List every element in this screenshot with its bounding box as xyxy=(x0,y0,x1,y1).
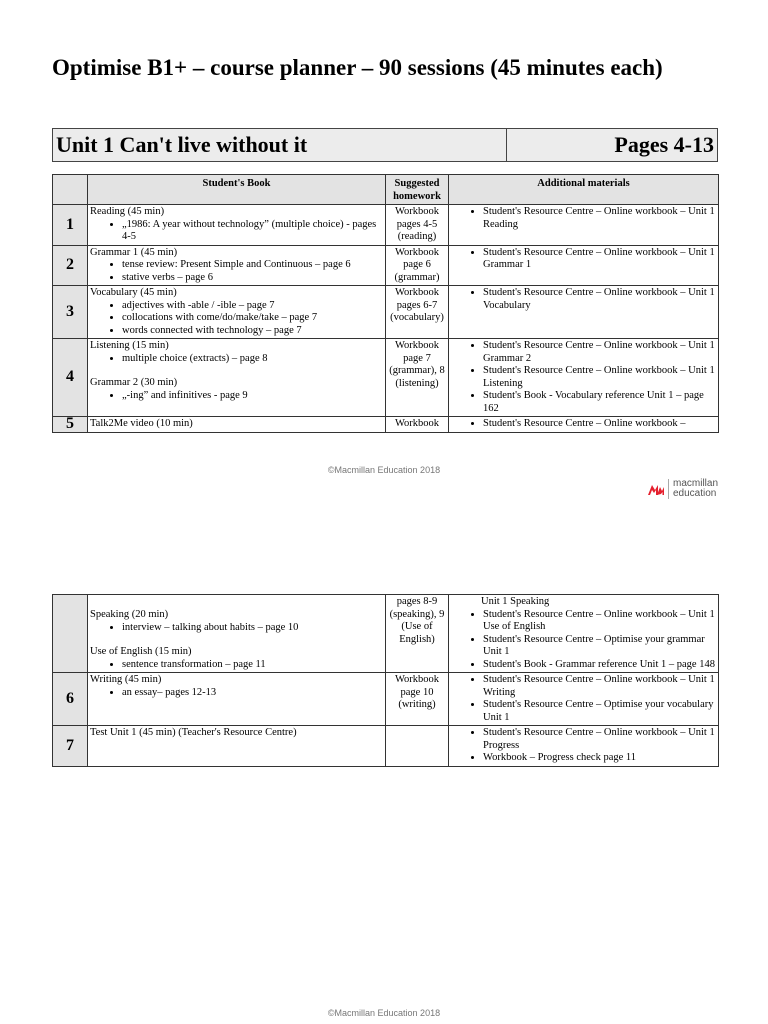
additional-materials-cell xyxy=(449,205,719,246)
list-item: • Student's Resource Centre – Online workbook – Unit 1 Grammar 2 xyxy=(483,340,716,365)
list-item: • words connected with technology – page 7 xyxy=(122,325,383,338)
row-number: 7 xyxy=(53,726,88,767)
materials-list xyxy=(451,340,716,415)
header-suggested-homework: Suggested homework xyxy=(386,175,449,205)
students-book-cell xyxy=(88,673,386,726)
additional-materials-cell xyxy=(449,245,719,286)
homework-cell: Workbook pages 6-7 (vocabulary) xyxy=(386,286,449,339)
homework-cell: Workbook pages 4-5 (reading) xyxy=(386,205,449,246)
session-activity: Use of English (15 min) xyxy=(90,646,192,657)
row-number: 2 xyxy=(53,245,88,286)
list-item: • stative verbs – page 6 xyxy=(122,272,383,285)
materials-list xyxy=(451,609,716,672)
activity-list xyxy=(90,353,383,366)
unit-header xyxy=(52,128,718,162)
homework-cell: pages 8-9 (speaking), 9 (Use of English) xyxy=(386,595,449,673)
row-number: 5 xyxy=(53,417,88,433)
list-item: • Student's Resource Centre – Online workbook – xyxy=(483,418,716,431)
additional-materials-cell xyxy=(449,286,719,339)
students-book-cell xyxy=(88,205,386,246)
session-activity: Test Unit 1 (45 min) (Teacher's Resource Centre) xyxy=(90,727,297,738)
page-title: Optimise B1+ – course planner – 90 sessions (45 minutes each) xyxy=(52,55,663,80)
homework-cell xyxy=(386,726,449,767)
list-item: • „-ing” and infinitives - page 9 xyxy=(122,390,383,403)
row-number: 1 xyxy=(53,205,88,246)
activity-list xyxy=(90,219,383,244)
list-item: • multiple choice (extracts) – page 8 xyxy=(122,353,383,366)
unit-name: Unit 1 Can't live without it xyxy=(53,129,507,161)
row-number-empty xyxy=(53,595,88,673)
students-book-cell xyxy=(88,595,386,673)
materials-list xyxy=(451,287,716,312)
logo-text: macmillan education xyxy=(668,479,718,499)
session-activity: Writing (45 min) xyxy=(90,674,162,685)
session-activity: Grammar 1 (45 min) xyxy=(90,246,178,258)
unit-pages: Pages 4-13 xyxy=(614,132,714,157)
materials-list xyxy=(451,727,716,765)
table-row xyxy=(53,339,719,417)
row-number: 3 xyxy=(53,286,88,339)
header-additional-materials: Additional materials xyxy=(449,175,719,205)
students-book-cell xyxy=(88,726,386,767)
list-item: • Student's Resource Centre – Online workbook – Unit 1 Use of English xyxy=(483,609,716,634)
list-item: • adjectives with -able / -ible – page 7 xyxy=(122,300,383,313)
activity-list xyxy=(90,687,383,700)
session-activity: Reading (45 min) xyxy=(90,206,165,217)
additional-materials-cell xyxy=(449,673,719,726)
table-row xyxy=(53,205,719,246)
footer-copyright-2: ©Macmillan Education 2018 xyxy=(327,1008,441,1018)
materials-list xyxy=(451,418,716,431)
list-item: • Student's Resource Centre – Optimise your vocabulary Unit 1 xyxy=(483,699,716,724)
list-item: • Student's Resource Centre – Online workbook – Unit 1 Listening xyxy=(483,365,716,390)
list-item: • collocations with come/do/make/take – page 7 xyxy=(122,312,383,325)
additional-materials-cell xyxy=(449,339,719,417)
list-item: • Student's Resource Centre – Online workbook – Unit 1 Vocabulary xyxy=(483,287,716,312)
table-row xyxy=(53,417,719,433)
students-book-cell xyxy=(88,286,386,339)
homework-cell: Workbook page 7 (grammar), 8 (listening) xyxy=(386,339,449,417)
planner-table-page-2 xyxy=(52,594,719,767)
additional-materials-cell xyxy=(449,595,719,673)
header-students-book: Student's Book xyxy=(88,175,386,205)
macmillan-logo xyxy=(648,479,718,499)
session-activity: Vocabulary (45 min) xyxy=(90,287,177,298)
spacer xyxy=(90,634,383,646)
additional-materials-cell xyxy=(449,417,719,433)
list-item: • Student's Resource Centre – Online workbook – Unit 1 Progress xyxy=(483,727,716,752)
row-number: 6 xyxy=(53,673,88,726)
macmillan-logo-icon xyxy=(648,483,664,495)
header-number xyxy=(53,175,88,205)
list-item: • Student's Resource Centre – Optimise your grammar Unit 1 xyxy=(483,634,716,659)
materials-list xyxy=(451,247,716,272)
list-item: • tense review: Present Simple and Continuous – page 6 xyxy=(122,259,383,272)
activity-list xyxy=(90,659,383,672)
activity-list xyxy=(90,390,383,403)
session-activity: Talk2Me video (10 min) xyxy=(90,418,193,429)
list-item: • sentence transformation – page 11 xyxy=(122,659,383,672)
materials-list xyxy=(451,206,716,231)
table-header-row xyxy=(53,175,719,205)
session-activity: Grammar 2 (30 min) xyxy=(90,377,178,388)
materials-lead: Unit 1 Speaking xyxy=(481,596,550,607)
list-item: • Student's Book - Grammar reference Unit 1 – page 148 xyxy=(483,659,716,672)
table-row xyxy=(53,286,719,339)
list-item: • Student's Resource Centre – Online workbook – Unit 1 Writing xyxy=(483,674,716,699)
homework-cell: Workbook page 6 (grammar) xyxy=(386,245,449,286)
list-item: • Workbook – Progress check page 11 xyxy=(483,752,716,765)
session-activity: Listening (15 min) xyxy=(90,340,169,351)
list-item: • Student's Book - Vocabulary reference Unit 1 – page 162 xyxy=(483,390,716,415)
spacer xyxy=(90,365,383,377)
table-row-continuation xyxy=(53,595,719,673)
activity-list xyxy=(90,622,383,635)
planner-table-page-1 xyxy=(52,174,719,433)
homework-cell: Workbook xyxy=(386,417,449,433)
table-row xyxy=(53,726,719,767)
list-item: • „1986: A year without technology” (multiple choice) - pages 4-5 xyxy=(122,219,383,244)
table-row xyxy=(53,245,719,286)
students-book-cell xyxy=(88,417,386,433)
table-row xyxy=(53,673,719,726)
list-item: • an essay– pages 12-13 xyxy=(122,687,383,700)
homework-cell: Workbook page 10 (writing) xyxy=(386,673,449,726)
session-activity: Speaking (20 min) xyxy=(90,609,169,620)
activity-list xyxy=(90,259,383,284)
list-item: • Student's Resource Centre – Online workbook – Unit 1 Reading xyxy=(483,206,716,231)
students-book-cell xyxy=(88,245,386,286)
students-book-cell xyxy=(88,339,386,417)
activity-list xyxy=(90,300,383,338)
materials-list xyxy=(451,674,716,724)
list-item: • interview – talking about habits – page 10 xyxy=(122,622,383,635)
footer-copyright: ©Macmillan Education 2018 xyxy=(327,465,441,475)
row-number: 4 xyxy=(53,339,88,417)
list-item: • Student's Resource Centre – Online workbook – Unit 1 Grammar 1 xyxy=(483,247,716,272)
additional-materials-cell xyxy=(449,726,719,767)
